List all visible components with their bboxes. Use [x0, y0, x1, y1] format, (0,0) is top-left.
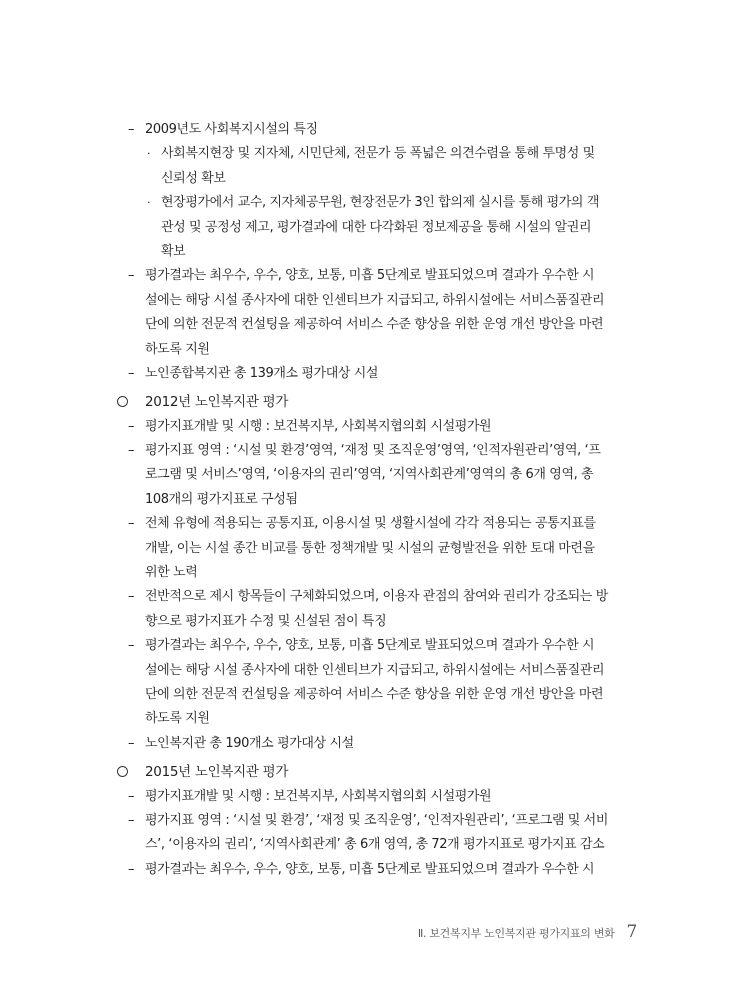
dash-bullet-icon: – — [128, 861, 135, 877]
line-text: 설에는 해당 시설 종사자에 대한 인센티브가 지급되고, 하위시설에는 서비스품질관리 — [145, 662, 605, 678]
bullet-continuation — [0, 707, 741, 731]
bullet-continuation — [0, 313, 741, 337]
section-heading — [0, 760, 741, 784]
bullet-item — [0, 439, 741, 463]
sub-bullet-continuation — [0, 216, 741, 240]
line-text: 확보 — [161, 243, 186, 259]
bullet-continuation — [0, 338, 741, 362]
bullet-continuation — [0, 610, 741, 634]
bullet-item — [0, 512, 741, 536]
sub-bullet-item — [0, 142, 741, 166]
line-text: 2009년도 사회복지시설의 특징 — [145, 122, 318, 137]
line-text: 평가지표 영역 : ‘시설 및 환경’, ‘재정 및 조직운영’, ‘인적자원관리’, ‘프로그램 및 서비 — [145, 812, 608, 828]
page-number: 7 — [626, 922, 637, 942]
line-text: 평가결과는 최우수, 우수, 양호, 보통, 미흡 5단계로 발표되었으며 결과가 우수한 시 — [145, 861, 595, 877]
dash-bullet-icon: – — [128, 735, 135, 751]
dash-bullet-icon: – — [128, 418, 135, 434]
bullet-item — [0, 264, 741, 288]
dash-bullet-icon: – — [128, 443, 135, 459]
bullet-item — [0, 415, 741, 439]
circle-bullet-icon — [117, 766, 128, 777]
bullet-continuation — [0, 833, 741, 857]
page-footer — [418, 922, 637, 942]
dash-bullet-icon: – — [128, 638, 135, 654]
line-text: 개발, 이는 시설 종간 비교를 통한 정책개발 및 시설의 균형발전을 위한 토대 마련을 — [145, 540, 595, 556]
bullet-item — [0, 785, 741, 809]
dash-bullet-icon: – — [128, 589, 135, 605]
line-text: 2015년 노인복지관 평가 — [145, 764, 289, 781]
line-text: 108개의 평가지표로 구성됨 — [145, 491, 298, 507]
bullet-continuation — [0, 289, 741, 313]
bullet-continuation — [0, 659, 741, 683]
line-text: 스’, ‘이용자의 권리’, ‘지역사회관계’ 총 6개 영역, 총 72개 평가지표로 평가지표 감소 — [145, 837, 605, 853]
section-heading — [0, 390, 741, 414]
line-text: 단에 의한 전문적 컨설팅을 제공하여 서비스 수준 향상을 위한 운영 개선 방안을 마련 — [145, 317, 604, 333]
line-text: 설에는 해당 시설 종사자에 대한 인센티브가 지급되고, 하위시설에는 서비스품질관리 — [145, 292, 605, 308]
bullet-continuation — [0, 463, 741, 487]
bullet-item — [0, 732, 741, 756]
bullet-continuation — [0, 488, 741, 512]
page-body — [0, 118, 741, 882]
bullet-item — [0, 118, 741, 142]
dash-bullet-icon: – — [128, 788, 135, 804]
line-text: 평가결과는 최우수, 우수, 양호, 보통, 미흡 5단계로 발표되었으며 결과가 우수한 시 — [145, 638, 595, 654]
bullet-item — [0, 585, 741, 609]
line-text: 위한 노력 — [145, 565, 198, 581]
dot-bullet-icon: · — [147, 196, 151, 210]
line-text: 로그램 및 서비스’영역, ‘이용자의 권리’영역, ‘지역사회관계’영역의 총 6개 영역, 총 — [145, 467, 594, 483]
bullet-item — [0, 362, 741, 386]
dash-bullet-icon: – — [128, 268, 135, 284]
line-text: 관성 및 공정성 제고, 평가결과에 대한 다각화된 정보제공을 통해 시설의 알권리 — [161, 219, 592, 235]
dot-bullet-icon: · — [147, 147, 151, 161]
line-text: 향으로 평가지표가 수정 및 신설된 점이 특징 — [145, 613, 387, 629]
line-text: 단에 의한 전문적 컨설팅을 제공하여 서비스 수준 향상을 위한 운영 개선 방안을 마련 — [145, 686, 604, 702]
bullet-item — [0, 858, 741, 882]
running-title: Ⅱ. 보건복지부 노인복지관 평가지표의 변화 — [417, 927, 615, 940]
line-text: 전반적으로 제시 항목들이 구체화되었으며, 이용자 관점의 참여와 권리가 강조되는 방 — [145, 589, 608, 605]
bullet-item — [0, 809, 741, 833]
dash-bullet-icon: – — [128, 516, 135, 532]
line-text: 평가지표개발 및 시행 : 보건복지부, 사회복지협의회 시설평가원 — [145, 788, 492, 804]
line-text: 하도록 지원 — [145, 341, 210, 357]
line-text: 노인종합복지관 총 139개소 평가대상 시설 — [145, 365, 379, 381]
line-text: 사회복지현장 및 지자체, 시민단체, 전문가 등 폭넓은 의견수렴을 통해 투명성 및 — [161, 146, 595, 162]
sub-bullet-continuation — [0, 167, 741, 191]
line-text: 하도록 지원 — [145, 711, 210, 727]
bullet-continuation — [0, 683, 741, 707]
line-text: 평가지표개발 및 시행 : 보건복지부, 사회복지협의회 시설평가원 — [145, 418, 492, 434]
sub-bullet-item — [0, 191, 741, 215]
circle-bullet-icon — [117, 396, 128, 407]
bullet-continuation — [0, 537, 741, 561]
dash-bullet-icon: – — [128, 365, 135, 381]
line-text: 평가지표 영역 : ‘시설 및 환경’영역, ‘재정 및 조직운영’영역, ‘인적자원관리’영역, ‘프 — [145, 443, 601, 459]
line-text: 현장평가에서 교수, 지자체공무원, 현장전문가 3인 합의제 실시를 통해 평가의 객 — [161, 195, 599, 211]
bullet-continuation — [0, 561, 741, 585]
sub-bullet-continuation — [0, 240, 741, 264]
line-text: 신뢰성 확보 — [161, 170, 226, 186]
line-text: 노인복지관 총 190개소 평가대상 시설 — [145, 735, 354, 751]
bullet-item — [0, 634, 741, 658]
dash-bullet-icon: – — [128, 122, 135, 137]
line-text: 평가결과는 최우수, 우수, 양호, 보통, 미흡 5단계로 발표되었으며 결과가 우수한 시 — [145, 268, 595, 284]
line-text: 2012년 노인복지관 평가 — [145, 394, 289, 411]
line-text: 전체 유형에 적용되는 공통지표, 이용시설 및 생활시설에 각각 적용되는 공통지표를 — [145, 516, 596, 532]
dash-bullet-icon: – — [128, 812, 135, 828]
